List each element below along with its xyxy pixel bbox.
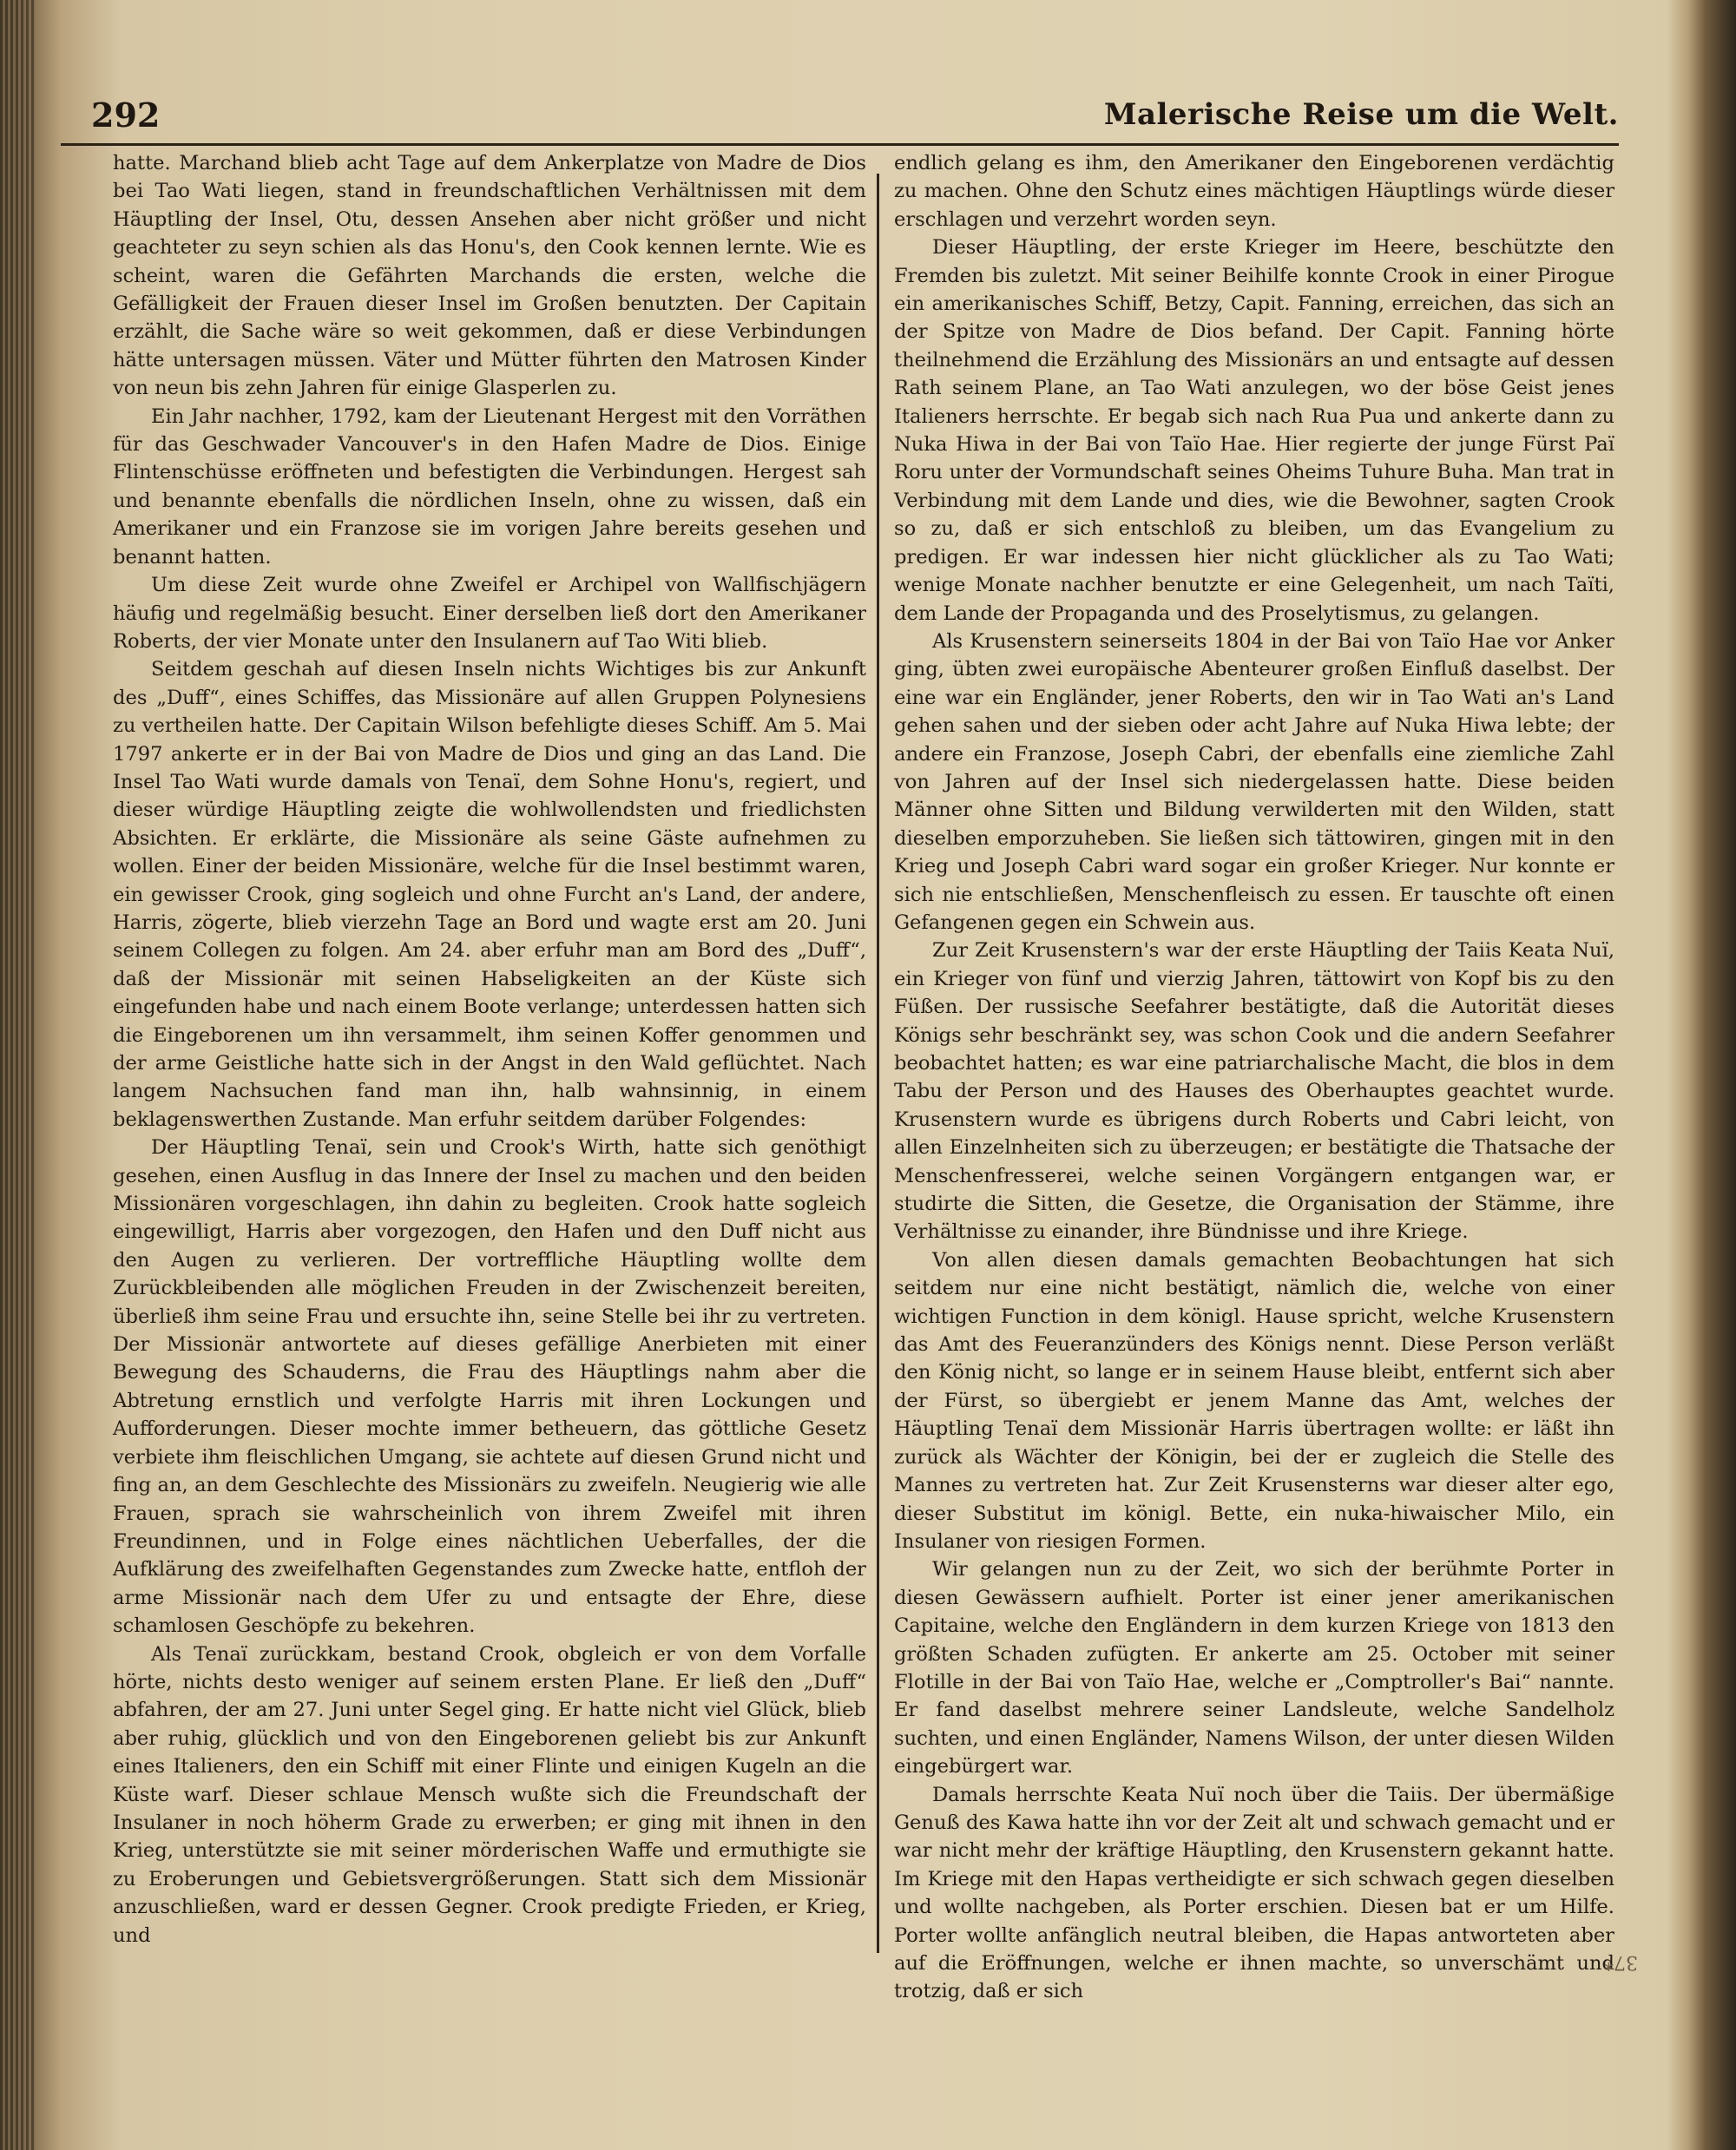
signature-mark: 37* bbox=[1604, 1951, 1638, 1973]
paragraph: Damals herrschte Keata Nuï noch über die Taiis. Der übermäßige Genuß des Kawa hatte ihn vor der Zeit alt und schwach gemacht und er war nicht mehr der kräftige Häuptling, den Krusenstern gekannt hatte. Im Kriege mit den Hapas vertheidigte er sich schwach gegen dieselben und wollte nachgeben, als Porter erschien. Diesen bat er um Hilfe. Porter wollte anfänglich neutral bleiben, die Hapas antworteten aber auf die Eröffnungen, welche er ihnen machte, so unverschämt und trotzig, daß er sich bbox=[894, 1783, 1614, 2003]
paragraph: Als Tenaï zurückkam, bestand Crook, obgleich er von dem Vorfalle hörte, nichts desto weniger auf seinem ersten Plane. Er ließ den „Duff“ abfahren, der am 27. Juni unter Segel ging. Er hatte nicht viel Glück, blieb aber ruhig, glücklich und von den Eingeborenen geliebt bis zur Ankunft eines Italieners, den ein Schiff mit einer Flinte und einigen Kugeln an die Küste warf. Dieser schlaue Mensch wußte sich die Freundschaft der Insulaner in noch höherm Grade zu erwerben; er ging mit ihnen in den Krieg, unterstützte sie mit seiner mörderischen Waffe und ermuthigte sie zu Eroberungen und Gebietsvergrößerungen. Statt sich dem Missionär anzuschließen, ward er dessen Gegner. Crook predigte Frieden, er Krieg, und bbox=[113, 1642, 866, 1947]
paragraph: Von allen diesen damals gemachten Beobachtungen hat sich seitdem nur eine nicht bestätigt, nämlich die, welche von einer wichtigen Function in dem königl. Hause spricht, welche Krusenstern das Amt des Feueranzünders des Königs nennt. Diese Person verläßt den König nicht, so lange er in seinem Hause bleibt, entfernt sich aber der Fürst, so übergiebt er jenem Manne das Amt, welches der Häuptling Tenaï dem Missionär Harris übertragen wollte: er läßt ihn zurück als Wächter der Königin, bei der er zugleich die Stelle des Mannes zu vertreten hat. Zur Zeit Krusensterns war dieser alter ego, dieser Substitut im königl. Bette, ein nuka-hiwaischer Milo, ein Insulaner von riesigen Formen. bbox=[894, 1248, 1614, 1553]
paragraph: endlich gelang es ihm, den Amerikaner den Eingeborenen verdächtig zu machen. Ohne den Schutz eines mächtigen Häuptlings würde dieser erschlagen und verzehrt worden seyn. bbox=[894, 152, 1614, 231]
paragraph: Um diese Zeit wurde ohne Zweifel er Archipel von Wallfischjägern häufig und regelmäßig besucht. Einer derselben ließ dort den Amerikaner Roberts, der vier Monate unter den Insulanern auf Tao Witi blieb. bbox=[113, 574, 866, 653]
right-column bbox=[894, 149, 1614, 2006]
paragraph: hatte. Marchand blieb acht Tage auf dem Ankerplatze von Madre de Dios bei Tao Wati liegen, stand in freundschaftlichen Verhältnissen mit dem Häuptling der Insel, Otu, dessen Ansehen aber nicht größer und nicht geachteter zu seyn schien als das Honu's, den Cook kennen lernte. Wie es scheint, waren die Gefährten Marchands die ersten, welche die Gefälligkeit der Frauen dieser Insel im Großen benutzten. Der Capitain erzählt, die Sache wäre so weit gekommen, daß er diese Verbindungen hätte untersagen müssen. Väter und Mütter führten den Matrosen Kinder von neun bis zehn Jahren für einige Glasperlen zu. bbox=[113, 152, 866, 400]
paragraph: Seitdem geschah auf diesen Inseln nichts Wichtiges bis zur Ankunft des „Duff“, eines Schiffes, das Missionäre auf allen Gruppen Polynesiens zu vertheilen hatte. Der Capitain Wilson befehligte dieses Schiff. Am 5. Mai 1797 ankerte er in der Bai von Madre de Dios und ging an das Land. Die Insel Tao Wati wurde damals von Tenaï, dem Sohne Honu's, regiert, und dieser würdige Häuptling zeigte die wohlwollendsten und friedlichsten Absichten. Er erklärte, die Missionäre als seine Gäste aufnehmen zu wollen. Einer der beiden Missionäre, welche für die Insel bestimmt waren, ein gewisser Crook, ging sogleich und ohne Furcht an's Land, der andere, Harris, zögerte, blieb vierzehn Tage an Bord und wagte erst am 20. Juni seinem Collegen zu folgen. Am 24. aber erfuhr man am Bord des „Duff“, daß der Missionär mit seinen Habseligkeiten an der Küste sich eingefunden habe und nach einem Boote verlange; unterdessen hatten sich die Eingeborenen um ihn versammelt, ihm seinen Koffer genommen und der arme Geistliche hatte sich in der Angst in den Wald geflüchtet. Nach langem Nachsuchen fand man ihn, halb wahnsinnig, in einem beklagenswerthen Zustande. Man erfuhr seitdem darüber Folgendes: bbox=[113, 658, 866, 1131]
left-column bbox=[113, 149, 866, 1949]
paragraph: Als Krusenstern seinerseits 1804 in der Bai von Taïo Hae vor Anker ging, übten zwei europäische Abenteurer großen Einfluß daselbst. Der eine war ein Engländer, jener Roberts, den wir in Tao Wati an's Land gehen sahen und der sieben oder acht Jahre auf Nuka Hiwa lebte; der andere ein Franzose, Joseph Cabri, der ebenfalls eine ziemliche Zahl von Jahren auf der Insel sich niedergelassen hatte. Diese beiden Männer ohne Sitten und Bildung verwilderten mit den Wilden, statt dieselben emporzuheben. Sie ließen sich tättowiren, gingen mit in den Krieg und Joseph Cabri ward sogar ein großer Krieger. Nur konnte er sich nie entschließen, Menschenfleisch zu essen. Er tauschte oft einen Gefangenen gegen ein Schwein aus. bbox=[894, 629, 1614, 934]
paragraph: Zur Zeit Krusenstern's war der erste Häuptling der Taiis Keata Nuï, ein Krieger von fünf und vierzig Jahren, tättowirt von Kopf bis zu den Füßen. Der russische Seefahrer bestätigte, daß die Autorität dieses Königs sehr beschränkt sey, was schon Cook und die andern Seefahrer beobachtet hatten; es war eine patriarchalische Macht, die blos in dem Tabu der Person und des Hauses des Oberhauptes geachtet wurde. Krusenstern wurde es übrigens durch Roberts und Cabri leicht, von allen Einzelnheiten sich zu überzeugen; er bestätigte die Thatsache der Menschenfresserei, welche seinen Vorgängern entgangen war, er studirte die Sitten, die Gesetze, die Organisation der Stämme, ihre Verhältnisse zu einander, ihre Bündnisse und ihre Kriege. bbox=[894, 939, 1614, 1244]
page-number: 292 bbox=[91, 95, 161, 135]
column-divider bbox=[877, 174, 879, 1953]
paragraph: Der Häuptling Tenaï, sein und Crook's Wirth, hatte sich genöthigt gesehen, einen Ausflug in das Innere der Insel zu machen und den beiden Missionären vorgeschlagen, ihn dahin zu begleiten. Crook hatte sogleich eingewilligt, Harris aber vorgezogen, den Hafen und den Duff nicht aus den Augen zu verlieren. Der vortreffliche Häuptling wollte dem Zurückbleibenden alle möglichen Freuden in der Zwischenzeit bereiten, überließ ihm seine Frau und ersuchte ihn, seine Stelle bei ihr zu vertreten. Der Missionär antwortete auf dieses gefällige Anerbieten mit einer Bewegung des Schauderns, die Frau des Häuptlings nahm aber die Abtretung ernstlich und verfolgte Harris mit ihren Lockungen und Aufforderungen. Dieser mochte immer betheuern, das göttliche Gesetz verbiete ihm fleischlichen Umgang, sie achtete auf diesen Grund nicht und fing an, an dem Geschlechte des Missionärs zu zweifeln. Neugierig wie alle Frauen, sprach sie wahrscheinlich von ihrem Zweifel mit ihren Freundinnen, und in Folge eines nächtlichen Ueberfalles, der die Aufklärung des zweifelhaften Gegenstandes zum Zwecke hatte, entfloh der arme Missionär nach dem Ufer zu und entsagte der Ehre, diese schamlosen Geschöpfe zu bekehren. bbox=[113, 1136, 866, 1638]
paragraph: Ein Jahr nachher, 1792, kam der Lieutenant Hergest mit den Vorräthen für das Geschwader Vancouver's in den Hafen Madre de Dios. Einige Flintenschüsse eröffneten und befestigten die Verbindungen. Hergest sah und benannte ebenfalls die nördlichen Inseln, ohne zu wissen, daß ein Amerikaner und ein Franzose sie im vorigen Jahre bereits gesehen und benannt hatten. bbox=[113, 404, 866, 569]
paragraph: Dieser Häuptling, der erste Krieger im Heere, beschützte den Fremden bis zuletzt. Mit seiner Beihilfe konnte Crook in einer Pirogue ein amerikanisches Schiff, Betzy, Capit. Fanning, erreichen, das sich an der Spitze von Madre de Dios befand. Der Capit. Fanning hörte theilnehmend die Erzählung des Missionärs an und entsagte auf dessen Rath seinem Plane, an Tao Wati anzulegen, wo der böse Geist jenes Italieners herrschte. Er begab sich nach Rua Pua und ankerte dann zu Nuka Hiwa in der Bai von Taïo Hae. Hier regierte der junge Fürst Paï Roru unter der Vormundschaft seines Oheims Tuhure Buha. Man trat in Verbindung mit dem Lande und dies, wie die Bewohner, sagten Crook so zu, daß er sich entschloß zu bleiben, um das Evangelium zu predigen. Er war indessen hier nicht glücklicher als zu Tao Wati; wenige Monate nachher benutzte er eine Gelegenheit, um nach Taïti, dem Lande der Propaganda und des Proselytismus, zu gelangen. bbox=[894, 236, 1614, 625]
running-title: Malerische Reise um die Welt. bbox=[1103, 97, 1619, 132]
book-binding-edge bbox=[0, 0, 35, 2150]
paragraph: Wir gelangen nun zu der Zeit, wo sich der berühmte Porter in diesen Gewässern aufhielt. Porter ist einer jener amerikanischen Capitaine, welche den Engländern in dem kurzen Kriege von 1813 den größten Schaden zufügten. Er ankerte am 25. October mit seiner Flotille in der Bai von Taïo Hae, welche er „Comptroller's Bai“ nannte. Er fand daselbst mehrere seiner Landsleute, welche Sandelholz suchten, und einen Engländer, Namens Wilson, der unter diesen Wilden eingebürgert war. bbox=[894, 1558, 1614, 1779]
